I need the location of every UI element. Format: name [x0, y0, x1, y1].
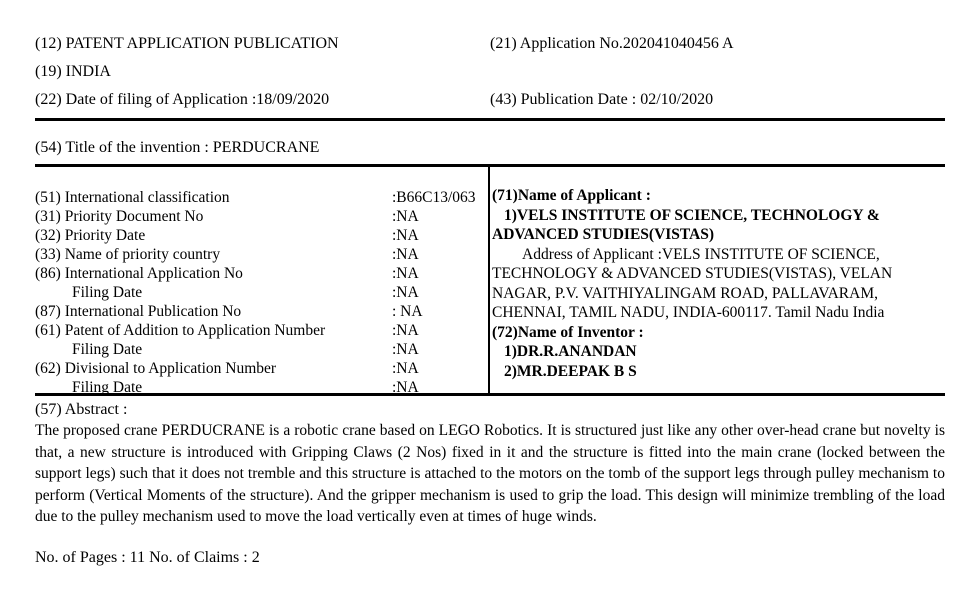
page-content	[35, 0, 945, 567]
field-label: (87) International Publication No	[35, 303, 242, 320]
table-row	[35, 340, 488, 359]
applicant-address: NAGAR, P.V. VAITHIYALINGAM ROAD, PALLAVARAM,	[492, 284, 878, 302]
field-value: :NA	[392, 360, 419, 377]
table-row	[35, 378, 488, 397]
classification-column	[35, 167, 490, 396]
inventor-name: 1)DR.R.ANANDAN	[504, 343, 637, 360]
inventor-heading: (72)Name of Inventor :	[492, 323, 644, 341]
table-row	[35, 283, 488, 302]
applicant-address: TECHNOLOGY & ADVANCED STUDIES(VISTAS), VELAN	[492, 265, 893, 282]
field-value: :NA	[392, 227, 419, 244]
field-value: :NA	[392, 341, 419, 358]
field-value: : NA	[392, 303, 423, 320]
table-row	[35, 321, 488, 340]
inventor-name: 2)MR.DEEPAK B S	[504, 362, 637, 380]
abstract-heading: (57) Abstract :	[35, 401, 128, 418]
table-row	[35, 245, 488, 264]
table-row	[35, 188, 488, 207]
field-value: :NA	[392, 265, 419, 282]
field-value: :NA	[392, 322, 419, 339]
field-label: Filing Date	[72, 284, 143, 301]
applicant-address: Address of Applicant :VELS INSTITUTE OF SCIENCE,	[522, 245, 880, 263]
field-label: (51) International classification	[35, 189, 230, 206]
header-row-2	[35, 62, 945, 81]
field-label: Filing Date	[72, 341, 143, 358]
header-row-3	[35, 90, 945, 109]
publication-date: (43) Publication Date : 02/10/2020	[490, 91, 714, 108]
field-label: (86) International Application No	[35, 265, 243, 282]
bibliographic-table	[35, 164, 945, 396]
table-row	[35, 207, 488, 226]
field-label: Filing Date	[72, 379, 143, 396]
field-value: :NA	[392, 208, 419, 225]
field-value: :NA	[392, 246, 419, 263]
field-label: (62) Divisional to Application Number	[35, 360, 277, 377]
field-label: (32) Priority Date	[35, 227, 146, 244]
header-row-1	[35, 34, 945, 53]
field-value: :NA	[392, 284, 419, 301]
table-row	[35, 359, 488, 378]
field-label: (31) Priority Document No	[35, 208, 204, 225]
filing-date: (22) Date of filing of Application :18/09/2020	[35, 91, 330, 108]
applicant-name: 1)VELS INSTITUTE OF SCIENCE, TECHNOLOGY &	[504, 206, 880, 224]
field-value: :NA	[392, 379, 419, 396]
header	[35, 0, 945, 109]
pages-claims-count: No. of Pages : 11 No. of Claims : 2	[35, 548, 260, 566]
table-row	[35, 264, 488, 283]
table-row	[35, 226, 488, 245]
application-number: (21) Application No.202041040456 A	[490, 35, 734, 52]
country: (19) INDIA	[35, 63, 111, 80]
field-label: (33) Name of priority country	[35, 246, 221, 263]
invention-title: (54) Title of the invention : PERDUCRANE	[35, 139, 320, 156]
applicant-heading: (71)Name of Applicant :	[492, 187, 651, 204]
applicant-address: CHENNAI, TAMIL NADU, INDIA-600117. Tamil Nadu India	[492, 304, 885, 321]
applicant-name: ADVANCED STUDIES(VISTAS)	[492, 226, 715, 243]
header-spacer	[490, 62, 945, 81]
table-row	[35, 302, 488, 321]
applicant-column	[490, 167, 945, 393]
field-label: (61) Patent of Addition to Application Number	[35, 322, 326, 339]
field-value: :B66C13/063	[392, 189, 476, 206]
abstract-text: The proposed crane PERDUCRANE is a robotic crane based on LEGO Robotics. It is structured just like any other over-head crane but novelty is that, a new structure is introduced with Gripping Claws (2 Nos) fixed in it and the structure is fitted into the main crane (locked between the support legs) such that it does not tremble and this structure is attached to the motors on the tomb of the support legs through pulley mechanism to perform (Vertical Moments of the structure). And the gripper mechanism is used to grip the load. This design will minimize trembling of the load due to the pulley mechanism used to move the load vertically even at times of huge winds.	[35, 422, 945, 525]
publication-type: (12) PATENT APPLICATION PUBLICATION	[35, 35, 339, 52]
